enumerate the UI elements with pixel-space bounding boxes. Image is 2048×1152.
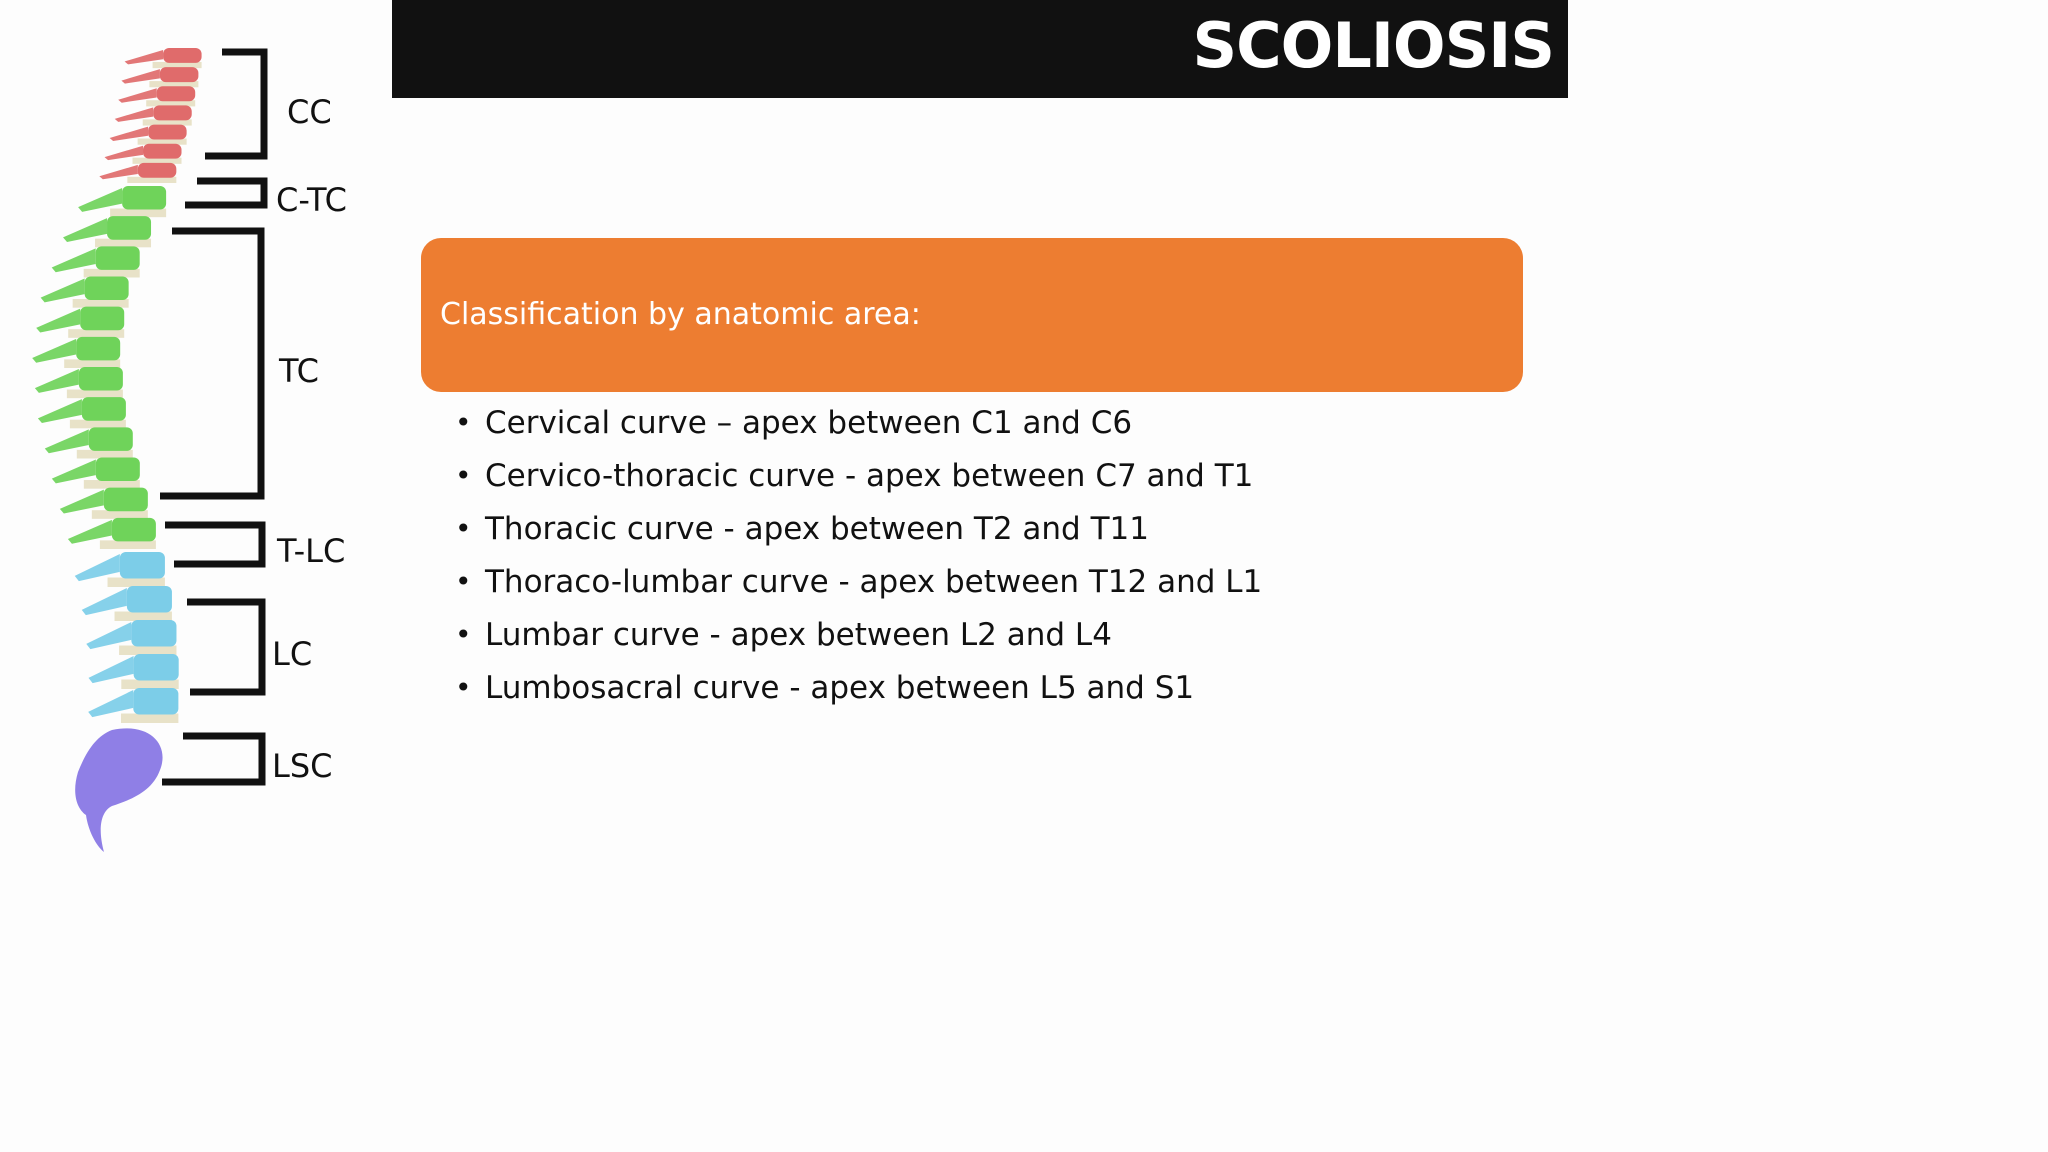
vertebra-body [143, 144, 182, 159]
vertebra-body [104, 488, 148, 512]
list-item [455, 396, 1262, 449]
vertebra-body [82, 397, 126, 421]
intervertebral-disc [121, 714, 178, 723]
vertebra-body [157, 86, 196, 101]
intervertebral-disc [119, 646, 176, 655]
bullet-icon: • [455, 565, 472, 598]
curve-list [455, 396, 1262, 714]
bracket-ctc [185, 181, 264, 205]
vertebra-body [160, 67, 199, 82]
classification-heading: Classification by anatomic area: [440, 297, 921, 332]
vertebra-body [96, 458, 140, 482]
intervertebral-disc [77, 450, 133, 459]
list-item [455, 608, 1262, 661]
spinous-process [89, 656, 134, 683]
vertebra-body [107, 216, 151, 240]
curve-text: Lumbosacral curve - apex between L5 and S1 [485, 669, 1195, 706]
vertebrae-column [32, 48, 201, 723]
label-c-tc: C-TC [276, 181, 347, 219]
spinous-process [88, 690, 133, 717]
vertebra-body [89, 427, 133, 451]
intervertebral-disc [108, 578, 165, 587]
vertebra-body [112, 518, 156, 542]
bullet-icon: • [455, 406, 472, 439]
vertebra-body [96, 246, 140, 270]
bracket-lc [187, 602, 262, 692]
vertebra-body [148, 125, 187, 140]
vertebra-body [133, 688, 178, 715]
spinous-process [32, 339, 76, 363]
sacrum-shape [75, 728, 162, 852]
intervertebral-disc [92, 510, 148, 519]
intervertebral-disc [84, 480, 140, 489]
label-tc: TC [279, 352, 320, 390]
vertebra-body [138, 163, 177, 178]
bullet-icon: • [455, 459, 472, 492]
spinous-process [52, 460, 96, 484]
spinous-process [60, 490, 104, 514]
vertebra-body [122, 186, 166, 210]
spinous-process [41, 279, 85, 303]
intervertebral-disc [95, 239, 151, 248]
classification-heading-box [421, 238, 1523, 392]
intervertebral-disc [84, 269, 140, 278]
title-bar [392, 0, 1568, 98]
spinous-process [35, 369, 79, 393]
intervertebral-disc [121, 680, 178, 689]
label-cc: CC [287, 93, 332, 131]
intervertebral-disc [100, 540, 156, 549]
vertebra-body [127, 586, 172, 613]
vertebra-body [153, 105, 192, 120]
bullet-icon: • [455, 671, 472, 704]
spinous-process [82, 588, 127, 615]
vertebra-body [79, 367, 123, 391]
spinous-process [75, 554, 120, 581]
spinous-process [38, 399, 82, 423]
list-item [455, 555, 1262, 608]
bullet-icon: • [455, 618, 472, 651]
spinous-process [52, 248, 96, 272]
spine-illustration [0, 30, 400, 870]
spinous-process [68, 520, 112, 544]
intervertebral-disc [68, 329, 124, 338]
bracket-tlc [165, 525, 262, 564]
spinous-process [78, 188, 122, 212]
intervertebral-disc [70, 420, 126, 429]
curve-text: Thoracic curve - apex between T2 and T11 [485, 510, 1149, 547]
label-lsc: LSC [272, 747, 333, 785]
bracket-lsc [162, 736, 262, 782]
vertebra-body [80, 307, 124, 331]
bracket-tc [160, 231, 261, 496]
curve-text: Cervico-thoracic curve - apex between C7 and T1 [485, 457, 1254, 494]
vertebra-body [134, 654, 179, 681]
vertebra-body [131, 620, 176, 647]
spinous-process [36, 309, 80, 333]
vertebra-body [163, 48, 202, 63]
list-item [455, 661, 1262, 714]
slide-title: SCOLIOSIS [1192, 9, 1554, 82]
curve-text: Thoraco-lumbar curve - apex between T12 and L1 [485, 563, 1263, 600]
vertebra-body [120, 552, 165, 579]
spinous-process [45, 429, 89, 453]
spinous-process [63, 218, 107, 242]
curve-text: Lumbar curve - apex between L2 and L4 [485, 616, 1112, 653]
bullet-icon: • [455, 512, 472, 545]
vertebra-body [76, 337, 120, 361]
spinous-process [86, 622, 131, 649]
intervertebral-disc [115, 612, 172, 621]
list-item [455, 502, 1262, 555]
intervertebral-disc [67, 390, 123, 399]
intervertebral-disc [110, 209, 166, 218]
intervertebral-disc [73, 299, 129, 308]
sacrum-coccyx [75, 728, 162, 852]
intervertebral-disc [64, 359, 120, 368]
list-item [455, 449, 1262, 502]
label-t-lc: T-LC [277, 532, 346, 570]
label-lc: LC [272, 635, 313, 673]
vertebra-body [85, 277, 129, 301]
bracket-cc [205, 52, 264, 156]
curve-text: Cervical curve – apex between C1 and C6 [485, 404, 1133, 441]
